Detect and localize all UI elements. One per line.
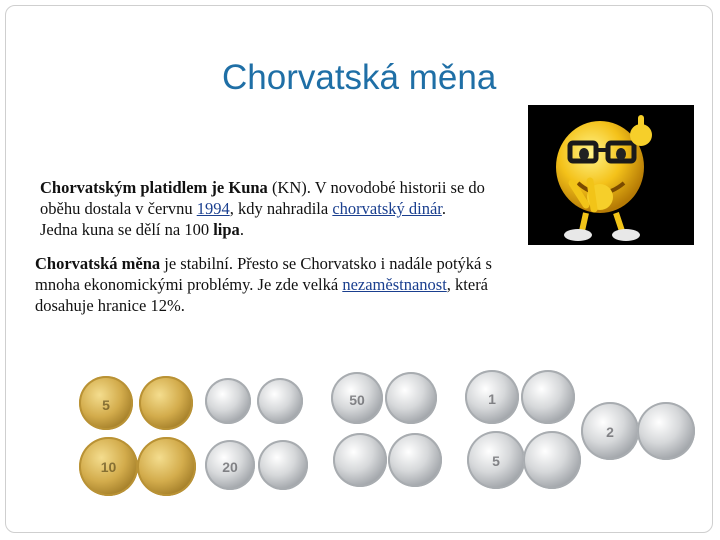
p1-line-2-post: . [441, 199, 446, 218]
slide-title: Chorvatská měna [222, 58, 497, 97]
p1-line-3-bold: lipa [213, 220, 240, 239]
p1-line-2-mid: , kdy nahradila [229, 199, 333, 218]
coin-12 [388, 433, 442, 487]
p1-line-2-pre: oběhu dostala v červnu [40, 199, 197, 218]
p2-line-1-rest: je stabilní. Přesto se Chorvatsko i nadále potýká s [160, 254, 492, 273]
p1-line-3-post: . [239, 220, 244, 239]
p1-line-1-bold: Chorvatským platidlem je Kuna [40, 178, 268, 197]
coin-8 [258, 440, 308, 490]
coin-4 [137, 437, 196, 496]
link-1994[interactable]: 1994 [196, 199, 230, 218]
coin-14 [521, 370, 575, 424]
coin-17: 2 [581, 402, 639, 460]
coin-16 [523, 431, 581, 489]
coin-3: 10 [79, 437, 138, 496]
coin-10 [385, 372, 437, 424]
p2-line-1 [35, 253, 530, 274]
coin-15: 5 [467, 431, 525, 489]
p1-line-1 [40, 177, 530, 198]
coin-5 [205, 378, 251, 424]
coin-18 [637, 402, 695, 460]
smiley-with-glasses-icon [528, 105, 694, 245]
p2-line-2-post: , která [446, 275, 489, 294]
coin-13: 1 [465, 370, 519, 424]
link-chorvatsky-dinar[interactable]: chorvatský dinár [332, 199, 442, 218]
p1-line-3-pre: Jedna kuna se dělí na 100 [40, 220, 214, 239]
coin-1: 5 [79, 376, 133, 430]
coin-11 [333, 433, 387, 487]
paragraph-economy [35, 253, 530, 316]
p2-line-2 [35, 274, 530, 295]
coin-6 [257, 378, 303, 424]
p1-line-3 [40, 219, 530, 240]
p2-line-3: dosahuje hranice 12%. [35, 296, 185, 315]
link-nezamestnanost[interactable]: nezaměstnanost [342, 275, 447, 294]
coin-7: 20 [205, 440, 255, 490]
coin-2 [139, 376, 193, 430]
p1-line-1-rest: (KN). V novodobé historii se do [267, 178, 485, 197]
coin-9: 50 [331, 372, 383, 424]
p1-line-2 [40, 198, 530, 219]
paragraph-currency [40, 177, 530, 240]
p2-line-2-pre: mnoha ekonomickými problémy. Je zde velká [35, 275, 343, 294]
p2-line-1-bold: Chorvatská měna [35, 254, 161, 273]
